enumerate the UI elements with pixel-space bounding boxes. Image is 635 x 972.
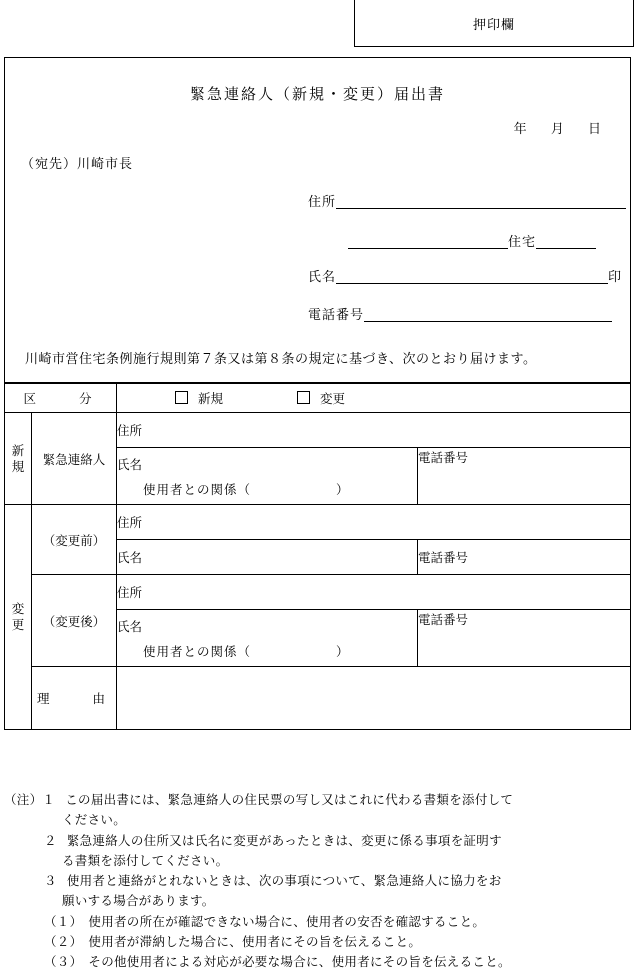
new-relation-label: 使用者との関係（: [143, 481, 252, 497]
page-title: 緊急連絡人（新規・変更）届出書: [189, 85, 445, 103]
note-line: [4, 810, 631, 830]
notes-title: （注）: [4, 792, 43, 807]
home-number-input[interactable]: [536, 233, 596, 249]
note-line: [4, 891, 631, 911]
note-text-3-3: その他使用者による対応が必要な場合に、使用者にその旨を伝えること。: [88, 954, 511, 969]
table-row-reason: [5, 667, 631, 730]
reason-input-cell[interactable]: [117, 667, 631, 730]
notes-block: [4, 790, 631, 972]
home-field-row: [348, 231, 596, 250]
name-input[interactable]: [336, 268, 608, 284]
option-change-label: 変更: [320, 391, 346, 406]
before-phone-cell[interactable]: [418, 540, 631, 575]
note-num-3-2: （２）: [44, 933, 83, 949]
reason-label: 理 由: [36, 691, 111, 706]
new-address-cell[interactable]: [117, 413, 631, 448]
option-new[interactable]: [175, 391, 293, 406]
home-name-input[interactable]: [348, 233, 508, 249]
section-new-label-cell: [5, 413, 32, 505]
before-phone-label: 電話番号: [418, 550, 469, 565]
emergency-contact-label-cell: [32, 413, 117, 505]
checkbox-new-icon[interactable]: [175, 391, 188, 404]
phone-field-row: [308, 304, 612, 323]
name-field-row: [308, 266, 622, 285]
new-relation-close: ）: [336, 481, 350, 497]
date-month-label: 月: [550, 122, 565, 137]
note-text-2b: る書類を添付してください。: [62, 852, 229, 868]
table-row-after-address: [5, 575, 631, 610]
phone-label: 電話番号: [308, 308, 365, 323]
legal-clause: 川崎市営住宅条例施行規則第７条又は第８条の規定に基づき、次のとおり届けます。: [25, 352, 537, 367]
after-name-cell[interactable]: [117, 610, 418, 667]
note-line: [4, 912, 631, 932]
seal-box-label: 押印欄: [472, 18, 515, 33]
before-name-label: 氏名: [117, 550, 143, 565]
after-relation-row: [117, 642, 417, 660]
note-num-3: ３: [44, 873, 57, 888]
date-year-label: 年: [513, 122, 528, 137]
note-num-2: ２: [44, 832, 57, 848]
home-label: 住宅: [508, 235, 537, 250]
address-field-row: [308, 191, 626, 210]
reason-label-cell: [32, 667, 117, 730]
after-address-cell[interactable]: [117, 575, 631, 610]
kubun-options-cell: [117, 384, 631, 413]
new-phone-cell[interactable]: [418, 448, 631, 505]
option-change[interactable]: [297, 391, 345, 406]
new-phone-label: 電話番号: [418, 450, 469, 465]
note-line: [4, 952, 631, 972]
note-text-1b: ください。: [62, 812, 127, 828]
option-new-label: 新規: [198, 391, 224, 406]
address-label: 住所: [308, 195, 337, 210]
addressee-label: （宛先）川崎市長: [21, 157, 134, 172]
kubun-label: 区 分: [23, 391, 98, 406]
form-header-frame: [4, 57, 631, 383]
emergency-contact-label: 緊急連絡人: [42, 451, 106, 467]
table-row-before-address: [5, 505, 631, 540]
after-phone-cell[interactable]: [418, 610, 631, 667]
note-num-1: １: [42, 792, 56, 807]
table-row-kubun: [5, 384, 631, 413]
after-relation-label: 使用者との関係（: [143, 643, 252, 659]
new-relation-row: [117, 480, 417, 498]
note-line: [4, 932, 631, 952]
note-line: [4, 831, 631, 851]
kubun-cell: [5, 384, 117, 413]
section-new-char-1: 新: [11, 442, 25, 458]
after-name-label: 氏名: [117, 618, 143, 634]
note-text-1: この届出書には、緊急連絡人の住民票の写し又はこれに代わる書類を添付して: [65, 792, 514, 807]
note-num-3-3: （３）: [44, 954, 83, 969]
before-label-cell: [32, 505, 117, 575]
table-row-new-address: [5, 413, 631, 448]
note-text-3-2: 使用者が滞納した場合に、使用者にその旨を伝えること。: [88, 933, 422, 949]
before-address-label: 住所: [117, 515, 143, 530]
note-line: [4, 851, 631, 871]
after-label-cell: [32, 575, 117, 667]
after-phone-label: 電話番号: [418, 612, 469, 627]
note-line: [4, 790, 631, 810]
checkbox-change-icon[interactable]: [297, 391, 310, 404]
main-table: [4, 383, 631, 730]
before-label: （変更前）: [42, 532, 106, 548]
date-day-label: 日: [587, 122, 602, 137]
note-line: [4, 871, 631, 891]
seal-box: [354, 0, 634, 47]
before-name-cell[interactable]: [117, 540, 418, 575]
seal-mark-label: 印: [608, 270, 623, 285]
section-new-char-2: 規: [11, 458, 25, 474]
note-text-3b: 願いする場合があります。: [62, 893, 215, 909]
section-change-label-cell: [5, 505, 32, 730]
note-num-3-1: （１）: [44, 913, 83, 929]
after-label: （変更後）: [42, 613, 106, 629]
section-change-char-1: 変: [11, 601, 25, 617]
new-name-label: 氏名: [117, 456, 143, 472]
address-input[interactable]: [336, 193, 626, 209]
note-text-3-1: 使用者の所在が確認できない場合に、使用者の安否を確認すること。: [88, 913, 486, 929]
before-address-cell[interactable]: [117, 505, 631, 540]
after-relation-close: ）: [336, 643, 350, 659]
new-address-label: 住所: [117, 423, 143, 438]
after-address-label: 住所: [117, 585, 143, 600]
note-text-3: 使用者と連絡がとれないときは、次の事項について、緊急連絡人に協力をお: [66, 873, 502, 888]
date-line: [496, 118, 602, 137]
note-text-2: 緊急連絡人の住所又は氏名に変更があったときは、変更に係る事項を証明す: [66, 832, 502, 848]
section-change-char-2: 更: [11, 617, 25, 632]
new-name-cell[interactable]: [117, 448, 418, 505]
phone-input[interactable]: [364, 306, 612, 322]
name-label: 氏名: [308, 270, 337, 285]
